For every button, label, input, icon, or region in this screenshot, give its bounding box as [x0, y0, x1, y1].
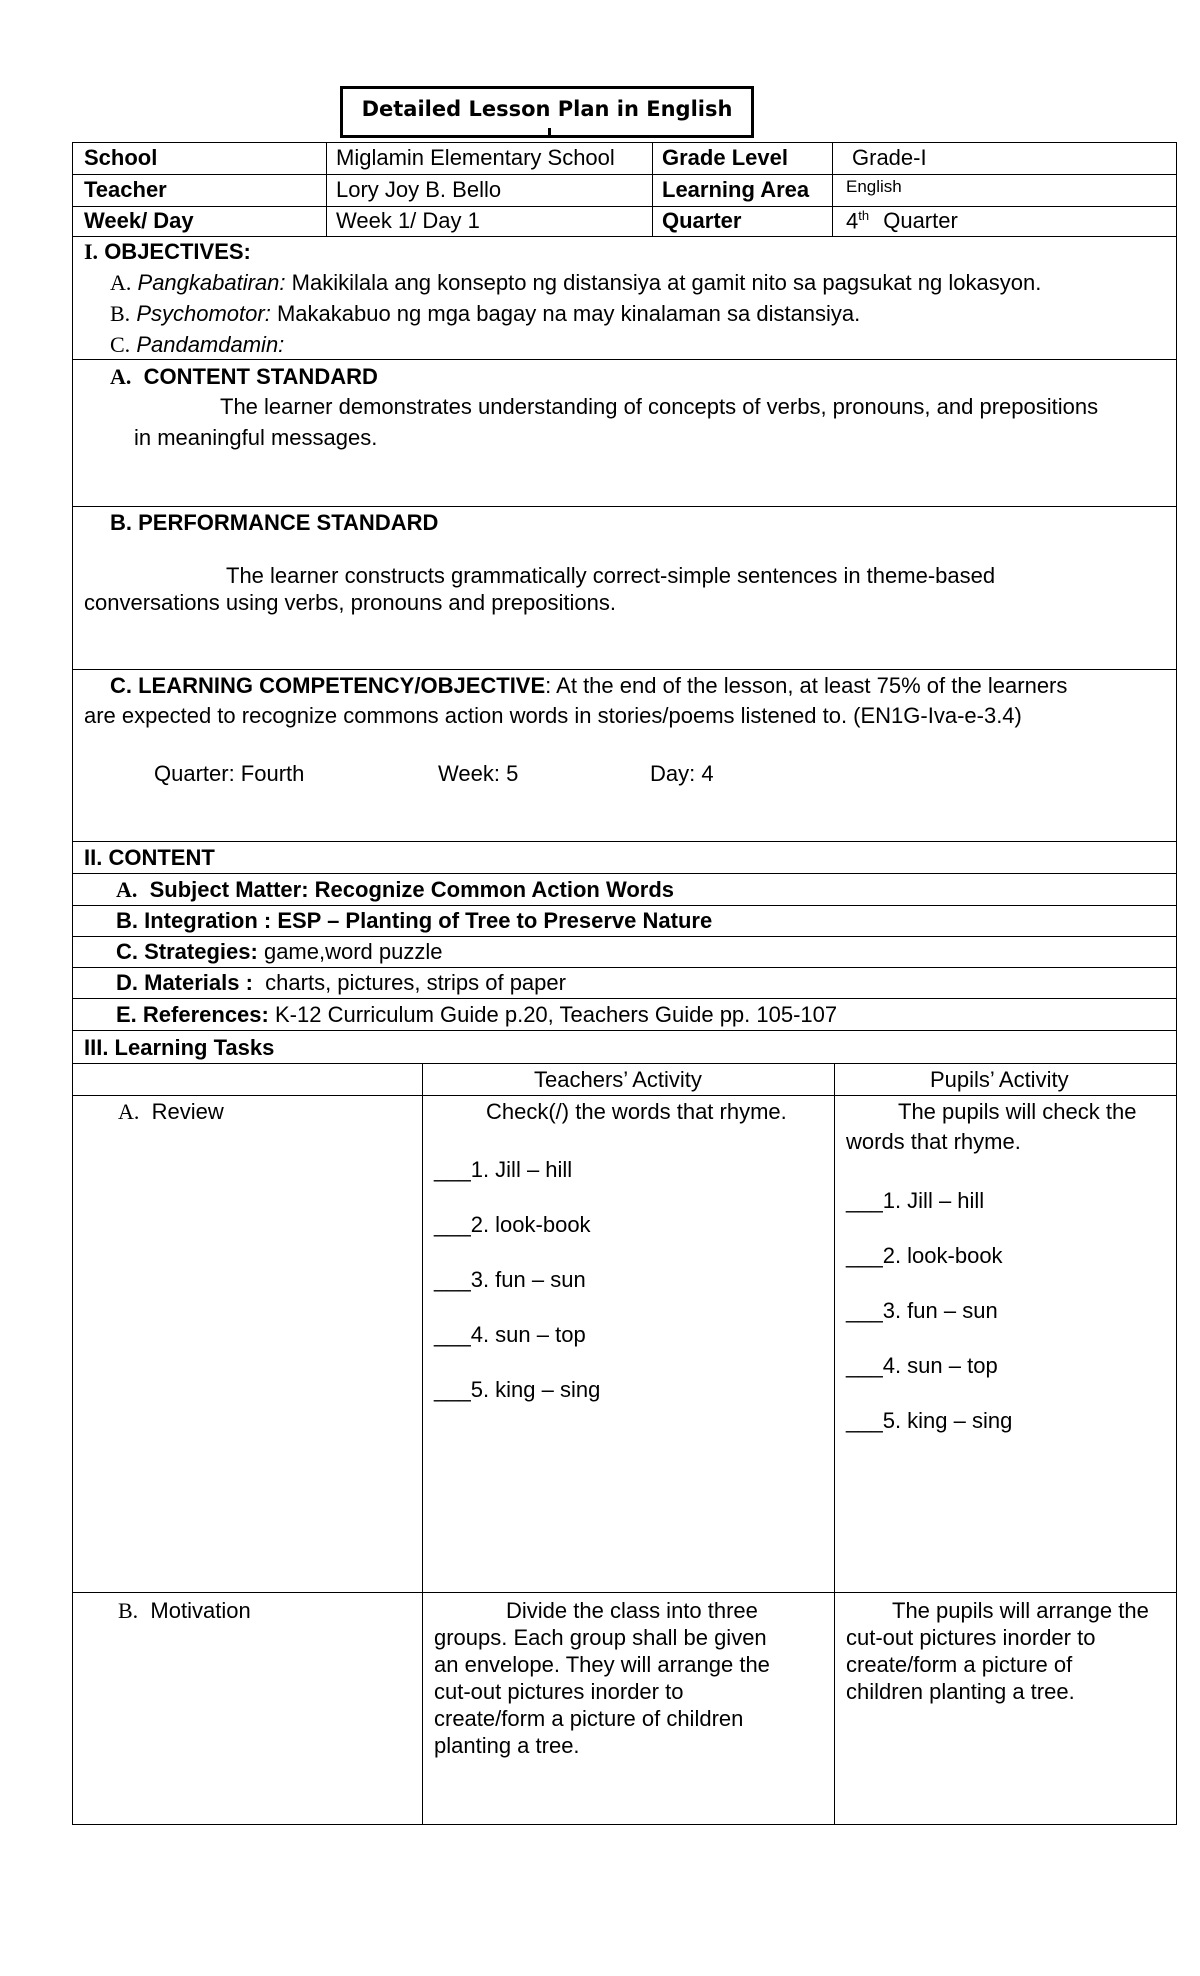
review-teacher-item: ___1. Jill – hill [434, 1157, 573, 1182]
content-standard-line2: in meaningful messages. [134, 425, 378, 450]
rule [832, 142, 833, 237]
motivation-teacher-line: Divide the class into three [506, 1598, 758, 1623]
document-title: Detailed Lesson Plan in English [340, 86, 754, 138]
references: E. References: K-12 Curriculum Guide p.20, Teachers Guide pp. 105-107 [116, 1002, 838, 1027]
competency-day: Day: 4 [650, 761, 714, 786]
rule [72, 841, 1177, 842]
review-teacher-item: ___5. king – sing [434, 1377, 601, 1402]
review-pupil-line1: The pupils will check the [898, 1099, 1137, 1124]
review-teacher-item: ___3. fun – sun [434, 1267, 586, 1292]
rule [72, 1592, 1177, 1593]
rule [72, 998, 1177, 999]
content-standard-line1: The learner demonstrates understanding of concepts of verbs, pronouns, and prepositions [220, 394, 1099, 419]
motivation-teacher-line: cut-out pictures inorder to [434, 1679, 684, 1704]
motivation-teacher-line: create/form a picture of children [434, 1706, 744, 1731]
review-pupil-line2: words that rhyme. [846, 1129, 1021, 1154]
subject-matter: A. Subject Matter: Recognize Common Action Words [116, 877, 674, 902]
review-pupil-item: ___2. look-book [846, 1243, 1003, 1268]
grade-label: Grade Level [662, 145, 788, 170]
rule [72, 142, 1177, 143]
materials: D. Materials : charts, pictures, strips of paper [116, 970, 566, 995]
motivation-pupil-line: children planting a tree. [846, 1679, 1075, 1704]
rule [72, 967, 1177, 968]
week-label: Week/ Day [84, 208, 194, 233]
rule [72, 506, 1177, 507]
motivation-label: B. Motivation [118, 1598, 251, 1623]
content-standard-heading: A. CONTENT STANDARD [110, 364, 378, 389]
rule [72, 236, 1177, 237]
teacher-value: Lory Joy B. Bello [336, 177, 502, 202]
pupils-activity-header: Pupils’ Activity [930, 1067, 1069, 1092]
rule [652, 142, 653, 237]
rule [422, 1063, 423, 1824]
content-heading: II. CONTENT [84, 845, 215, 870]
rule [72, 174, 1177, 175]
rule [72, 1063, 1177, 1064]
review-label: A. Review [118, 1099, 224, 1124]
review-pupil-item: ___1. Jill – hill [846, 1188, 985, 1213]
review-pupil-item: ___4. sun – top [846, 1353, 998, 1378]
area-value: English [846, 177, 902, 196]
table-left-border [72, 142, 73, 1824]
rule [72, 936, 1177, 937]
rule [834, 1063, 835, 1824]
motivation-pupil-line: create/form a picture of [846, 1652, 1073, 1677]
performance-standard-heading: B. PERFORMANCE STANDARD [110, 510, 439, 535]
school-label: School [84, 145, 158, 170]
competency-quarter: Quarter: Fourth [154, 761, 305, 786]
review-pupil-item: ___3. fun – sun [846, 1298, 998, 1323]
rule [72, 359, 1177, 360]
title-mark [548, 128, 551, 138]
objective-b: B. Psychomotor: Makakabuo ng mga bagay na may kinalaman sa distansiya. [110, 301, 861, 326]
motivation-pupil-line: cut-out pictures inorder to [846, 1625, 1096, 1650]
teachers-activity-header: Teachers’ Activity [534, 1067, 702, 1092]
rule [72, 873, 1177, 874]
performance-standard-line2: conversations using verbs, pronouns and prepositions. [84, 590, 616, 615]
table-right-border [1176, 142, 1177, 1824]
objectives-heading: I. OBJECTIVES: [84, 239, 251, 264]
learning-tasks-heading: III. Learning Tasks [84, 1035, 275, 1060]
motivation-pupil-line: The pupils will arrange the [892, 1598, 1149, 1623]
school-value: Miglamin Elementary School [336, 145, 615, 170]
objective-a: A. Pangkabatiran: Makikilala ang konsepto ng distansiya at gamit nito sa pagsukat ng lokasyon. [110, 270, 1042, 295]
rule [72, 1030, 1177, 1031]
review-teacher-intro: Check(/) the words that rhyme. [486, 1099, 787, 1124]
review-pupil-item: ___5. king – sing [846, 1408, 1013, 1433]
rule [72, 1824, 1177, 1825]
integration: B. Integration : ESP – Planting of Tree to Preserve Nature [116, 908, 713, 933]
grade-value: Grade-I [852, 145, 927, 170]
competency-line2: are expected to recognize commons action words in stories/poems listened to. (EN1G-Iva-e-3.4) [84, 703, 1022, 728]
motivation-teacher-line: planting a tree. [434, 1733, 580, 1758]
motivation-teacher-line: an envelope. They will arrange the [434, 1652, 770, 1677]
competency-week: Week: 5 [438, 761, 519, 786]
quarter-label: Quarter [662, 208, 742, 233]
quarter-value: 4th Quarter [846, 208, 958, 234]
week-value: Week 1/ Day 1 [336, 208, 480, 233]
review-teacher-item: ___2. look-book [434, 1212, 591, 1237]
rule [72, 1095, 1177, 1096]
area-label: Learning Area [662, 177, 810, 202]
performance-standard-line1: The learner constructs grammatically correct-simple sentences in theme-based [226, 563, 996, 588]
motivation-teacher-line: groups. Each group shall be given [434, 1625, 767, 1650]
strategies: C. Strategies: game,word puzzle [116, 939, 443, 964]
objective-c: C. Pandamdamin: [110, 332, 285, 357]
review-teacher-item: ___4. sun – top [434, 1322, 586, 1347]
rule [326, 142, 327, 237]
rule [72, 206, 1177, 207]
competency-line1: C. LEARNING COMPETENCY/OBJECTIVE: At the end of the lesson, at least 75% of the learners [110, 673, 1068, 698]
rule [72, 905, 1177, 906]
rule [72, 669, 1177, 670]
teacher-label: Teacher [84, 177, 167, 202]
